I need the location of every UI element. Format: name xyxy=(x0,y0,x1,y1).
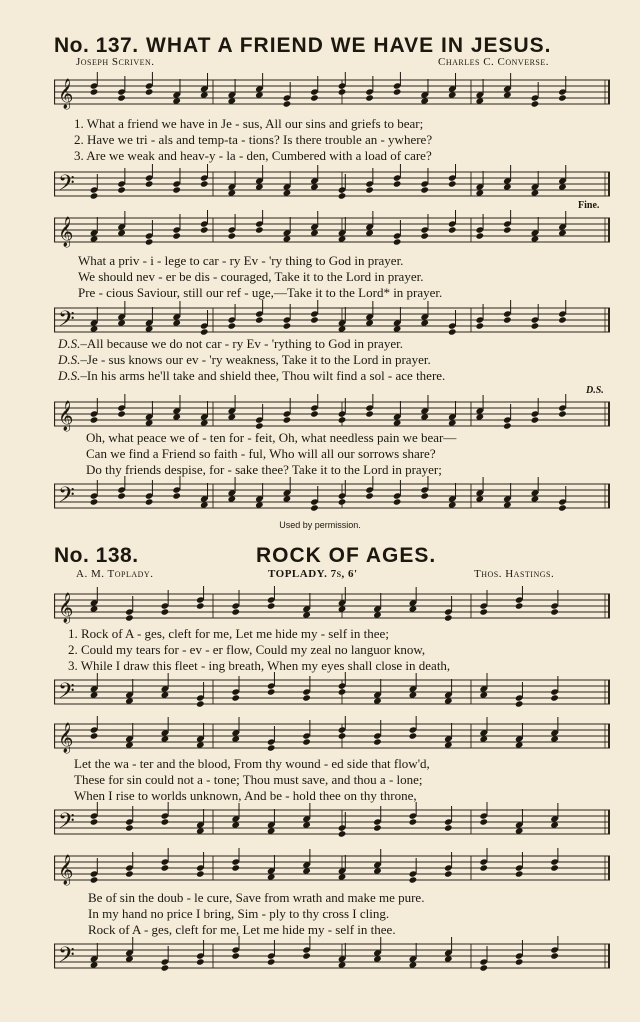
lyric-line: 3. While I draw this fleet - ing breath, When my eyes shall close in death, xyxy=(68,658,451,673)
treble-staff xyxy=(54,716,610,756)
note-head xyxy=(444,824,453,831)
ds-line xyxy=(58,336,614,352)
note-head xyxy=(503,226,512,233)
note-head xyxy=(310,504,319,511)
note-head xyxy=(550,694,559,701)
note-head xyxy=(228,232,237,239)
lyrics-block xyxy=(68,626,624,674)
note-head xyxy=(515,958,524,965)
note-head xyxy=(409,818,418,825)
hymn-number: No. 138. xyxy=(54,544,139,567)
note-head xyxy=(479,964,488,971)
hymn-title: ROCK OF AGES. xyxy=(256,544,437,567)
note-head xyxy=(200,180,209,187)
lyric-line: 3. Are we weak and heav-y - la - den, Cumbered with a load of care? xyxy=(74,148,432,163)
hymn-number: No. 137. xyxy=(54,34,139,57)
clef-icon: 𝄢 xyxy=(58,943,75,973)
note-head xyxy=(420,492,429,499)
note-head xyxy=(255,316,264,323)
lyrics-block xyxy=(86,430,640,478)
note-head xyxy=(283,322,292,329)
treble-staff xyxy=(54,210,610,250)
note-head xyxy=(550,864,559,871)
bass-staff xyxy=(54,164,610,204)
note-head xyxy=(117,410,126,417)
note-head xyxy=(558,504,567,511)
ds-line xyxy=(58,352,614,368)
note-head xyxy=(196,958,205,965)
note-head xyxy=(409,876,418,883)
note-head xyxy=(373,824,382,831)
ds-text: –In his arms he'll take and shield thee, Thou wilt find a sol - ace there. xyxy=(80,368,446,383)
note-head xyxy=(117,492,126,499)
lyric-line: What a priv - i - lege to car - ry Ev - 'ry thing to God in prayer. xyxy=(78,253,404,268)
note-head xyxy=(302,952,311,959)
ds-mark: D.S. xyxy=(586,385,604,396)
note-head xyxy=(365,492,374,499)
note-head xyxy=(338,88,347,95)
note-head xyxy=(117,186,126,193)
note-head xyxy=(515,870,524,877)
note-head xyxy=(161,964,170,971)
note-head xyxy=(515,700,524,707)
note-head xyxy=(228,322,237,329)
author-credit: A. M. Toplady. xyxy=(76,568,154,580)
note-head xyxy=(338,192,347,199)
treble-staff xyxy=(54,586,610,626)
ds-line xyxy=(58,368,614,384)
note-head xyxy=(338,830,347,837)
clef-icon: 𝄞 xyxy=(58,855,74,885)
lyric-line: 2. Have we tri - als and temp-ta - tions? Is there trouble an - ywhere? xyxy=(74,132,433,147)
composer-credit: Thos. Hastings. xyxy=(474,568,555,580)
note-head xyxy=(172,232,181,239)
lyric-line: 2. Could my tears for - ev - er flow, Could my zeal no languor know, xyxy=(68,642,426,657)
note-head xyxy=(231,694,240,701)
note-head xyxy=(90,818,99,825)
clef-icon: 𝄢 xyxy=(58,809,75,839)
note-head xyxy=(444,614,453,621)
clef-icon: 𝄞 xyxy=(58,79,74,109)
note-head xyxy=(365,410,374,417)
note-head xyxy=(338,688,347,695)
lyrics-block xyxy=(88,890,640,938)
note-head xyxy=(558,94,567,101)
clef-icon: 𝄢 xyxy=(58,171,75,201)
note-head xyxy=(448,328,457,335)
note-head xyxy=(267,602,276,609)
ds-text: –Je - sus knows our ev - 'ry weakness, Take it to the Lord in prayer. xyxy=(80,352,431,367)
note-head xyxy=(479,608,488,615)
note-head xyxy=(90,498,99,505)
lyric-line: Let the wa - ter and the blood, From thy wound - ed side that flow'd, xyxy=(74,756,430,771)
clef-icon: 𝄢 xyxy=(58,679,75,709)
lyric-line: 1. What a friend we have in Je - sus, All our sins and griefs to bear; xyxy=(74,116,424,131)
note-head xyxy=(409,732,418,739)
lyric-line: 1. Rock of A - ges, cleft for me, Let me hide my - self in thee; xyxy=(68,626,389,641)
note-head xyxy=(476,232,485,239)
hymn-title: WHAT A FRIEND WE HAVE IN JESUS. xyxy=(146,34,552,57)
tune-name: TOPLADY. 7s, 6' xyxy=(268,568,358,580)
note-head xyxy=(90,192,99,199)
note-head xyxy=(393,88,402,95)
note-head xyxy=(255,422,264,429)
note-head xyxy=(393,498,402,505)
note-head xyxy=(90,876,99,883)
note-head xyxy=(172,186,181,193)
note-head xyxy=(283,100,292,107)
composer-credit: Charles C. Converse. xyxy=(438,56,550,68)
note-head xyxy=(196,700,205,707)
note-head xyxy=(125,614,134,621)
bass-staff xyxy=(54,476,610,516)
ds-lyrics-block xyxy=(58,336,614,384)
note-head xyxy=(231,864,240,871)
note-head xyxy=(338,498,347,505)
note-head xyxy=(558,410,567,417)
ds-tag: D.S. xyxy=(58,336,81,351)
note-head xyxy=(200,226,209,233)
note-head xyxy=(479,818,488,825)
note-head xyxy=(365,186,374,193)
note-head xyxy=(161,818,170,825)
note-head xyxy=(267,744,276,751)
lyric-line: Do thy friends despise, for - sake thee? Take it to the Lord in prayer; xyxy=(86,462,442,477)
note-head xyxy=(373,738,382,745)
note-head xyxy=(531,100,540,107)
fine-mark: Fine. xyxy=(578,200,600,211)
lyric-line: These for sin could not a - tone; Thou must save, and thou a - lone; xyxy=(74,772,423,787)
clef-icon: 𝄢 xyxy=(58,483,75,513)
note-head xyxy=(196,602,205,609)
ds-tag: D.S. xyxy=(58,352,81,367)
note-head xyxy=(531,416,540,423)
note-head xyxy=(117,94,126,101)
note-head xyxy=(448,180,457,187)
lyrics-block xyxy=(78,253,634,301)
permission-note: Used by permission. xyxy=(279,520,361,530)
note-head xyxy=(550,608,559,615)
note-head xyxy=(420,186,429,193)
lyric-line: Oh, what peace we of - ten for - feit, Oh, what needless pain we bear— xyxy=(86,430,457,445)
treble-staff xyxy=(54,394,610,434)
note-head xyxy=(145,498,154,505)
note-head xyxy=(125,824,134,831)
lyric-line: Can we find a Friend so faith - ful, Who will all our sorrows share? xyxy=(86,446,436,461)
treble-staff xyxy=(54,72,610,112)
note-head xyxy=(161,864,170,871)
clef-icon: 𝄞 xyxy=(58,723,74,753)
note-head xyxy=(310,94,319,101)
note-head xyxy=(365,94,374,101)
clef-icon: 𝄢 xyxy=(58,307,75,337)
note-head xyxy=(145,180,154,187)
lyric-line: Rock of A - ges, cleft for me, Let me hide my - self in thee. xyxy=(88,922,396,937)
note-head xyxy=(448,226,457,233)
lyric-line: In my hand no price I bring, Sim - ply to thy cross I cling. xyxy=(88,906,390,921)
clef-icon: 𝄞 xyxy=(58,401,74,431)
note-head xyxy=(476,322,485,329)
note-head xyxy=(393,238,402,245)
note-head xyxy=(393,180,402,187)
note-head xyxy=(310,410,319,417)
note-head xyxy=(503,422,512,429)
bass-staff xyxy=(54,672,610,712)
note-head xyxy=(550,952,559,959)
note-head xyxy=(302,738,311,745)
note-head xyxy=(267,688,276,695)
lyrics-block xyxy=(74,116,630,164)
bass-staff xyxy=(54,936,610,976)
note-head xyxy=(125,870,134,877)
bass-staff xyxy=(54,300,610,340)
author-credit: Joseph Scriven. xyxy=(76,56,155,68)
note-head xyxy=(267,958,276,965)
clef-icon: 𝄞 xyxy=(58,217,74,247)
note-head xyxy=(200,328,209,335)
note-head xyxy=(338,416,347,423)
lyric-line: Be of sin the doub - le cure, Save from wrath and make me pure. xyxy=(88,890,425,905)
note-head xyxy=(90,88,99,95)
note-head xyxy=(338,732,347,739)
note-head xyxy=(161,608,170,615)
treble-staff xyxy=(54,848,610,888)
note-head xyxy=(172,492,181,499)
note-head xyxy=(420,232,429,239)
note-head xyxy=(231,952,240,959)
ds-text: –All because we do not car - ry Ev - 'rything to God in prayer. xyxy=(80,336,403,351)
lyrics-block xyxy=(74,756,630,804)
note-head xyxy=(503,316,512,323)
note-head xyxy=(231,608,240,615)
ds-tag: D.S. xyxy=(58,368,81,383)
note-head xyxy=(302,694,311,701)
note-head xyxy=(196,870,205,877)
note-head xyxy=(90,732,99,739)
lyric-line: We should nev - er be dis - couraged, Take it to the Lord in prayer. xyxy=(78,269,424,284)
note-head xyxy=(145,238,154,245)
note-head xyxy=(558,316,567,323)
clef-icon: 𝄞 xyxy=(58,593,74,623)
note-head xyxy=(444,870,453,877)
lyric-line: When I rise to worlds unknown, And be - hold thee on thy throne, xyxy=(74,788,417,803)
bass-staff xyxy=(54,802,610,842)
note-head xyxy=(310,316,319,323)
note-head xyxy=(255,226,264,233)
note-head xyxy=(145,88,154,95)
note-head xyxy=(283,416,292,423)
note-head xyxy=(531,322,540,329)
note-head xyxy=(90,416,99,423)
note-head xyxy=(515,602,524,609)
lyric-line: Pre - cious Saviour, still our ref - uge,—Take it to the Lord* in prayer. xyxy=(78,285,443,300)
note-head xyxy=(479,864,488,871)
